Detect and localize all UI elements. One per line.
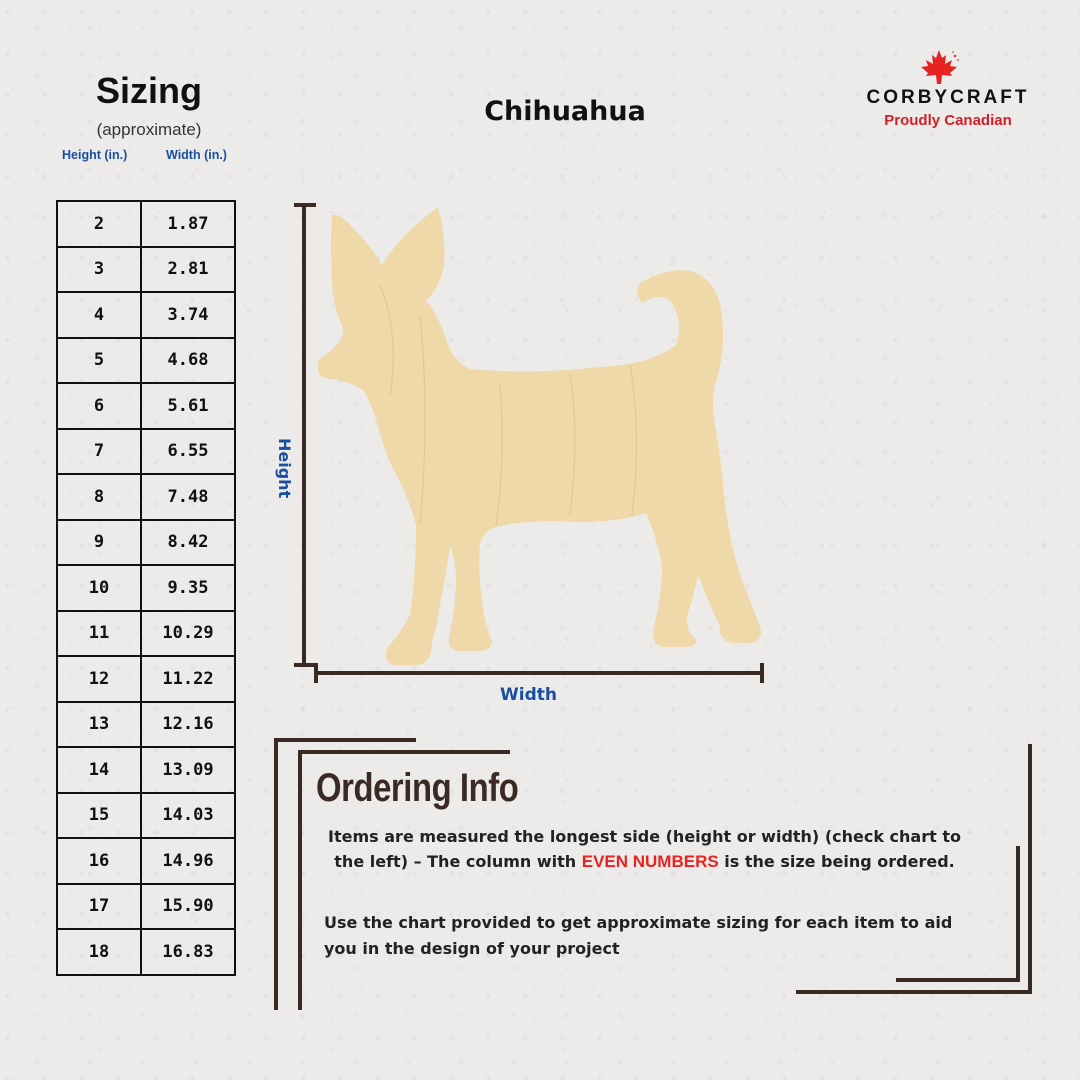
height-cell: 9	[57, 520, 141, 566]
height-cell: 14	[57, 747, 141, 793]
ordering-info-title: Ordering Info	[316, 766, 519, 810]
sizing-row	[57, 201, 235, 247]
height-cell: 18	[57, 929, 141, 975]
brand-tagline: Proudly Canadian	[884, 112, 1012, 129]
sizing-row	[57, 747, 235, 793]
leaf-dot	[952, 51, 954, 53]
height-cell: 16	[57, 838, 141, 884]
sizing-row	[57, 702, 235, 748]
height-cell: 8	[57, 474, 141, 520]
width-cell: 1.87	[141, 201, 235, 247]
width-cell: 8.42	[141, 520, 235, 566]
height-dimension-line	[294, 205, 316, 665]
product-diagram	[270, 195, 780, 705]
height-label-text: Height	[275, 438, 294, 499]
width-cell: 9.35	[141, 565, 235, 611]
height-cell: 5	[57, 338, 141, 384]
width-axis-label: Width	[500, 685, 557, 705]
width-cell: 7.48	[141, 474, 235, 520]
width-cell: 6.55	[141, 429, 235, 475]
width-cell: 14.03	[141, 793, 235, 839]
sizing-row	[57, 565, 235, 611]
brand-name: CORBYCRAFT	[866, 87, 1030, 108]
width-cell: 14.96	[141, 838, 235, 884]
sizing-row	[57, 520, 235, 566]
sizing-row	[57, 383, 235, 429]
maple-leaf-shape	[921, 50, 957, 84]
ordering-info-paragraph-2: Use the chart provided to get approximate sizing for each item to aid you in the design of your project	[324, 913, 953, 958]
width-dimension-line	[316, 663, 762, 683]
sizing-row	[57, 656, 235, 702]
sizing-row	[57, 611, 235, 657]
sizing-row	[57, 429, 235, 475]
width-cell: 12.16	[141, 702, 235, 748]
width-cell: 5.61	[141, 383, 235, 429]
column-header-height: Height (in.)	[62, 148, 128, 162]
maple-leaf-icon	[917, 48, 961, 88]
height-cell: 2	[57, 201, 141, 247]
leaf-dot	[957, 59, 959, 61]
sizing-row	[57, 292, 235, 338]
ordering-text: is the size being ordered.	[718, 852, 955, 871]
width-cell: 10.29	[141, 611, 235, 657]
leaf-dot	[954, 55, 956, 57]
width-cell: 13.09	[141, 747, 235, 793]
height-cell: 13	[57, 702, 141, 748]
ordering-info-paragraph-1	[322, 824, 967, 874]
sizing-table	[56, 200, 236, 976]
width-cell: 2.81	[141, 247, 235, 293]
sizing-row	[57, 793, 235, 839]
sizing-row	[57, 338, 235, 384]
width-cell: 3.74	[141, 292, 235, 338]
sizing-title: Sizing	[96, 70, 202, 111]
height-axis-label	[262, 438, 312, 518]
height-cell: 4	[57, 292, 141, 338]
width-cell: 4.68	[141, 338, 235, 384]
sizing-subtitle: (approximate)	[96, 120, 202, 139]
sizing-row	[57, 929, 235, 975]
chihuahua-silhouette	[318, 207, 762, 665]
height-cell: 17	[57, 884, 141, 930]
sizing-row	[57, 884, 235, 930]
height-cell: 12	[57, 656, 141, 702]
height-cell: 7	[57, 429, 141, 475]
width-cell: 11.22	[141, 656, 235, 702]
height-cell: 3	[57, 247, 141, 293]
height-cell: 6	[57, 383, 141, 429]
ordering-text: Items are measured the longest side (height or width) (check chart to the left) – The column with	[328, 827, 961, 871]
product-title: Chihuahua	[484, 96, 646, 127]
sizing-row	[57, 838, 235, 884]
width-cell: 15.90	[141, 884, 235, 930]
height-cell: 10	[57, 565, 141, 611]
sizing-row	[57, 474, 235, 520]
width-cell: 16.83	[141, 929, 235, 975]
even-numbers-highlight: EVEN NUMBERS	[581, 852, 719, 871]
sizing-row	[57, 247, 235, 293]
height-cell: 15	[57, 793, 141, 839]
height-cell: 11	[57, 611, 141, 657]
column-header-width: Width (in.)	[166, 148, 227, 162]
